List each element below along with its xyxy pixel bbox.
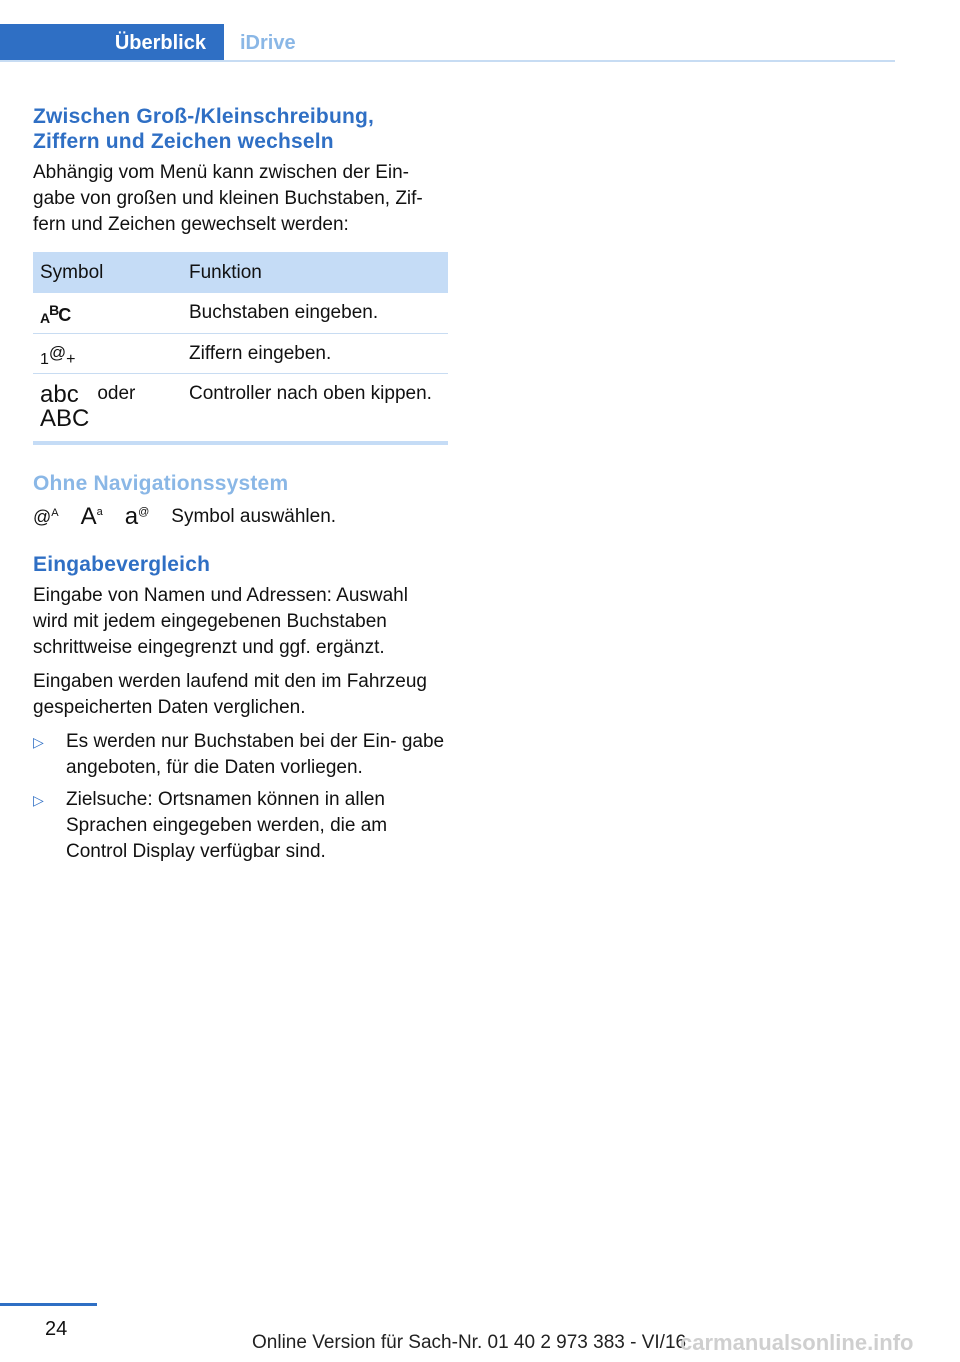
table-cell-function: Controller nach oben kippen. xyxy=(179,373,448,443)
list-item: ▷ Zielsuche: Ortsnamen können in allen Sprachen eingegeben werden, die am Control Display verfügbar sind. xyxy=(33,789,388,862)
table-cell-function: Ziffern eingeben. xyxy=(179,333,448,373)
bullet-list xyxy=(33,729,448,865)
section-title-no-nav: Ohne Navigationssystem xyxy=(33,472,289,495)
at-a-icon: @$^A$ xyxy=(33,506,59,527)
symbol-table xyxy=(33,252,448,445)
table-header-symbol: Symbol xyxy=(33,252,179,293)
table-row xyxy=(33,373,448,443)
select-symbol-text: Symbol auswählen. xyxy=(171,506,337,527)
paragraph: Eingabe von Namen und Adressen: Auswahl wird mit jedem eingegebenen Buchstaben schrittweise eingegrenzt und ggf. ergänzt. xyxy=(33,585,408,658)
online-version-text: Online Version für Sach-Nr. 01 40 2 973 383 - VI/16 xyxy=(252,1332,687,1353)
list-item: ▷ Es werden nur Buchstaben bei der Ein‐ gabe angeboten, für die Daten vorliegen. xyxy=(33,731,445,778)
numbers-symbols-icon: 1@+ xyxy=(40,342,76,368)
tab-ueberblick[interactable]: Überblick xyxy=(0,24,224,62)
title-line-1: Zwischen Groß-/Kleinschreibung, xyxy=(33,105,375,128)
table-header-function: Funktion xyxy=(179,252,448,293)
table-row xyxy=(33,333,448,373)
table-row xyxy=(33,293,448,333)
case-icon-row xyxy=(33,504,448,530)
footer-divider xyxy=(0,1303,97,1306)
section-title-case-switch xyxy=(33,104,448,154)
watermark: carmanualsonline.info xyxy=(680,1330,914,1355)
paragraph: Eingaben werden laufend mit den im Fahrzeug gespeicherten Daten verglichen. xyxy=(33,671,427,718)
section-title-input-compare: Eingabevergleich xyxy=(33,553,211,576)
header-tabbar xyxy=(0,24,895,62)
page-number: 24 xyxy=(45,1318,68,1340)
lower-upper-case-icon: abc ABC xyxy=(40,380,90,432)
A-a-icon: $A^a$ xyxy=(80,503,103,530)
header-divider xyxy=(0,60,895,62)
title-line-2: Ziffern und Zeichen wechseln xyxy=(33,130,334,153)
abc-letters-icon: $A^BC$ xyxy=(40,302,71,326)
table-cell-function: Buchstaben eingeben. xyxy=(179,293,448,333)
triangle-bullet-icon: ▷ xyxy=(33,792,44,808)
a-at-icon: a@ xyxy=(124,503,150,530)
symbol-oder-text: oder xyxy=(97,382,136,404)
main-content xyxy=(33,104,448,871)
section-body: Abhängig vom Menü kann zwischen der Ein‐ gabe von großen und kleinen Buchstaben, Zif‐ fern und Zeichen gewechselt werden: xyxy=(33,162,423,235)
triangle-bullet-icon: ▷ xyxy=(33,734,44,750)
tab-idrive[interactable]: iDrive xyxy=(240,31,296,54)
